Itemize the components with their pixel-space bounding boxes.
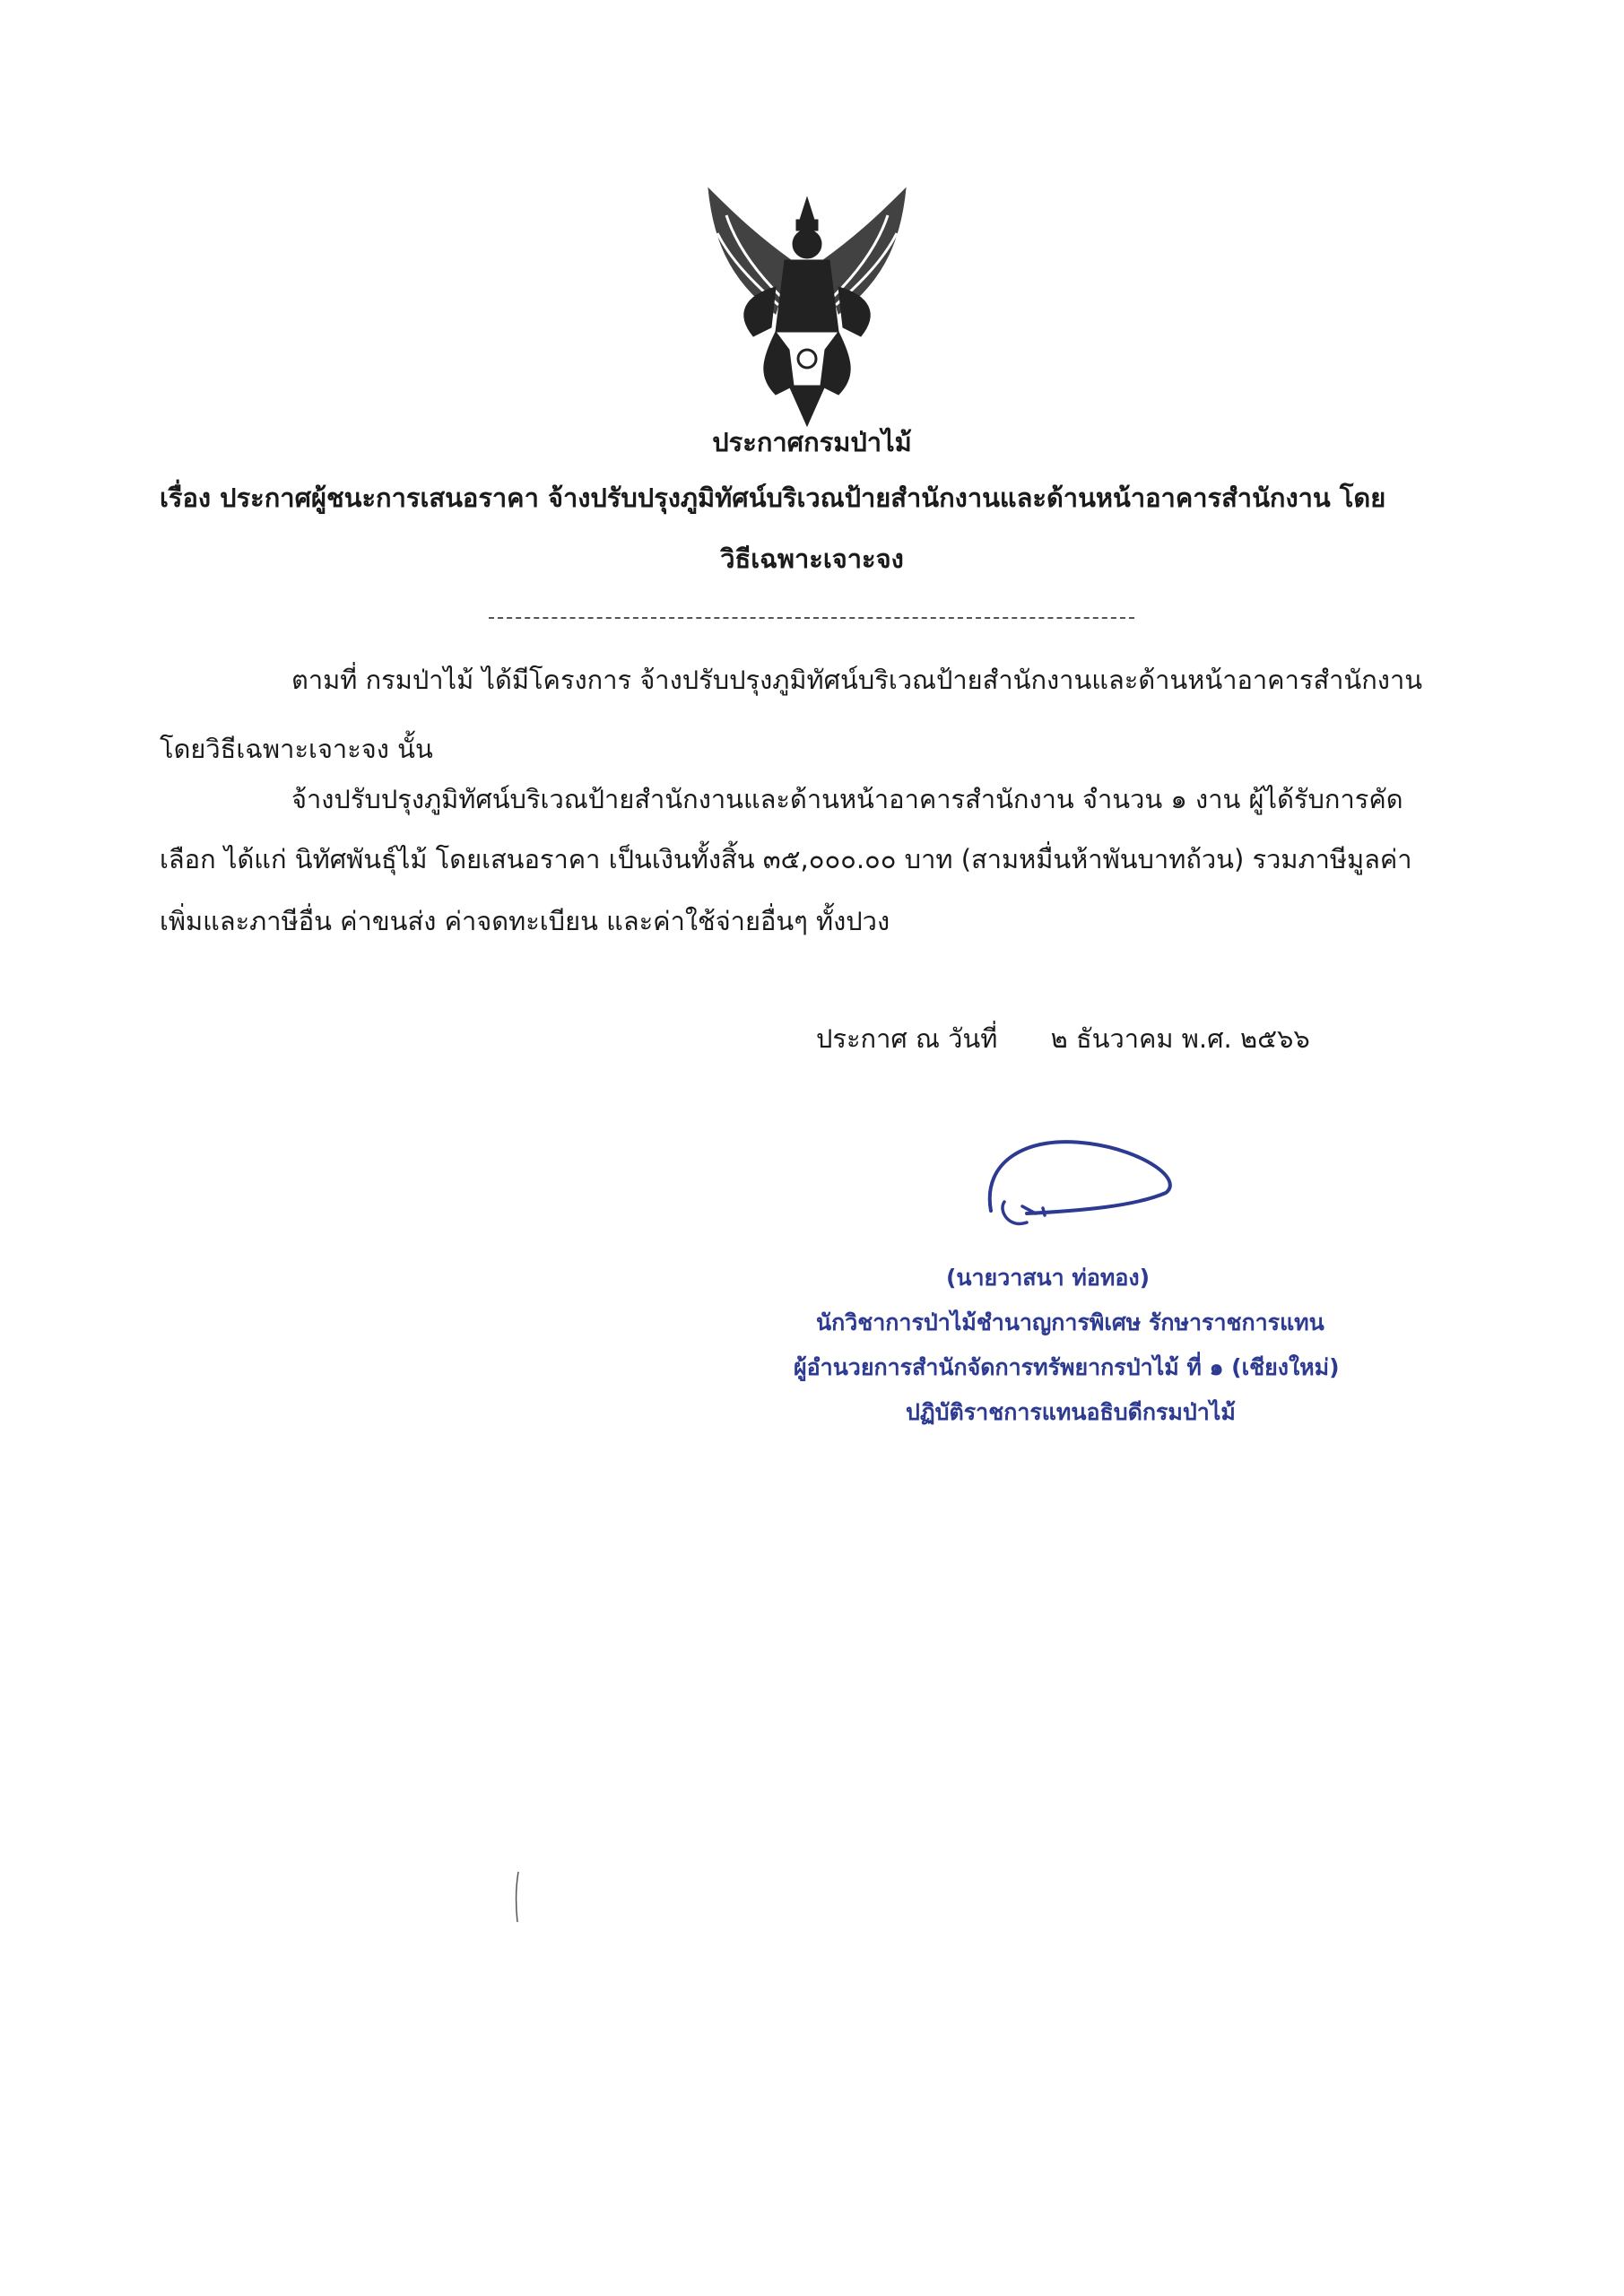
- signer-name: (นายวาสนา ท่อทอง): [946, 1265, 1150, 1291]
- paragraph-1-line-2: โดยวิธีเฉพาะเจาะจง นั้น: [160, 734, 433, 764]
- page-title: ประกาศกรมป่าไม้: [712, 427, 912, 457]
- subject-line-2: วิธีเฉพาะเจาะจง: [720, 544, 904, 574]
- announcement-date: [816, 1018, 1310, 1059]
- signature-icon: [973, 1126, 1188, 1242]
- signer-position-1: นักวิชาการป่าไม้ชำนาญการพิเศษ รักษาราชการแทน: [816, 1309, 1324, 1335]
- date-value: ๒ ธันวาคม พ.ศ. ๒๕๖๖: [1050, 1023, 1310, 1054]
- paragraph-2-line-3: เพิ่มและภาษีอื่น ค่าขนส่ง ค่าจดทะเบียน และค่าใช้จ่ายอื่นๆ ทั้งปวง: [160, 906, 890, 936]
- paragraph-2-line-1: จ้างปรับปรุงภูมิทัศน์บริเวณป้ายสำนักงานและด้านหน้าอาคารสำนักงาน จำนวน ๑ งาน ผู้ได้รับการคัด: [291, 784, 1403, 814]
- subject-line-1: เรื่อง ประกาศผู้ชนะการเสนอราคา จ้างปรับปรุงภูมิทัศน์บริเวณป้ายสำนักงานและด้านหน้าอาคารสำนักงาน โดย: [160, 483, 1386, 513]
- signer-position-2: ผู้อำนวยการสำนักจัดการทรัพยากรป่าไม้ ที่ ๑ (เชียงใหม่): [794, 1354, 1340, 1380]
- dashed-divider: [489, 617, 1134, 619]
- garuda-emblem-icon: [690, 179, 924, 430]
- paragraph-2-line-2: เลือก ได้แก่ นิทัศพันธุ์ไม้ โดยเสนอราคา เป็นเงินทั้งสิ้น ๓๕,๐๐๐.๐๐ บาท (สามหมื่นห้าพันบาทถ้วน) รวมภาษีมูลค่า: [160, 844, 1412, 874]
- date-label: ประกาศ ณ วันที่: [816, 1023, 998, 1054]
- scan-mark-icon: [515, 1870, 520, 1924]
- signer-position-3: ปฏิบัติราชการแทนอธิบดีกรมป่าไม้: [906, 1399, 1236, 1425]
- paragraph-1-line-1: ตามที่ กรมป่าไม้ ได้มีโครงการ จ้างปรับปรุงภูมิทัศน์บริเวณป้ายสำนักงานและด้านหน้าอาคารสำนักงาน: [291, 665, 1423, 695]
